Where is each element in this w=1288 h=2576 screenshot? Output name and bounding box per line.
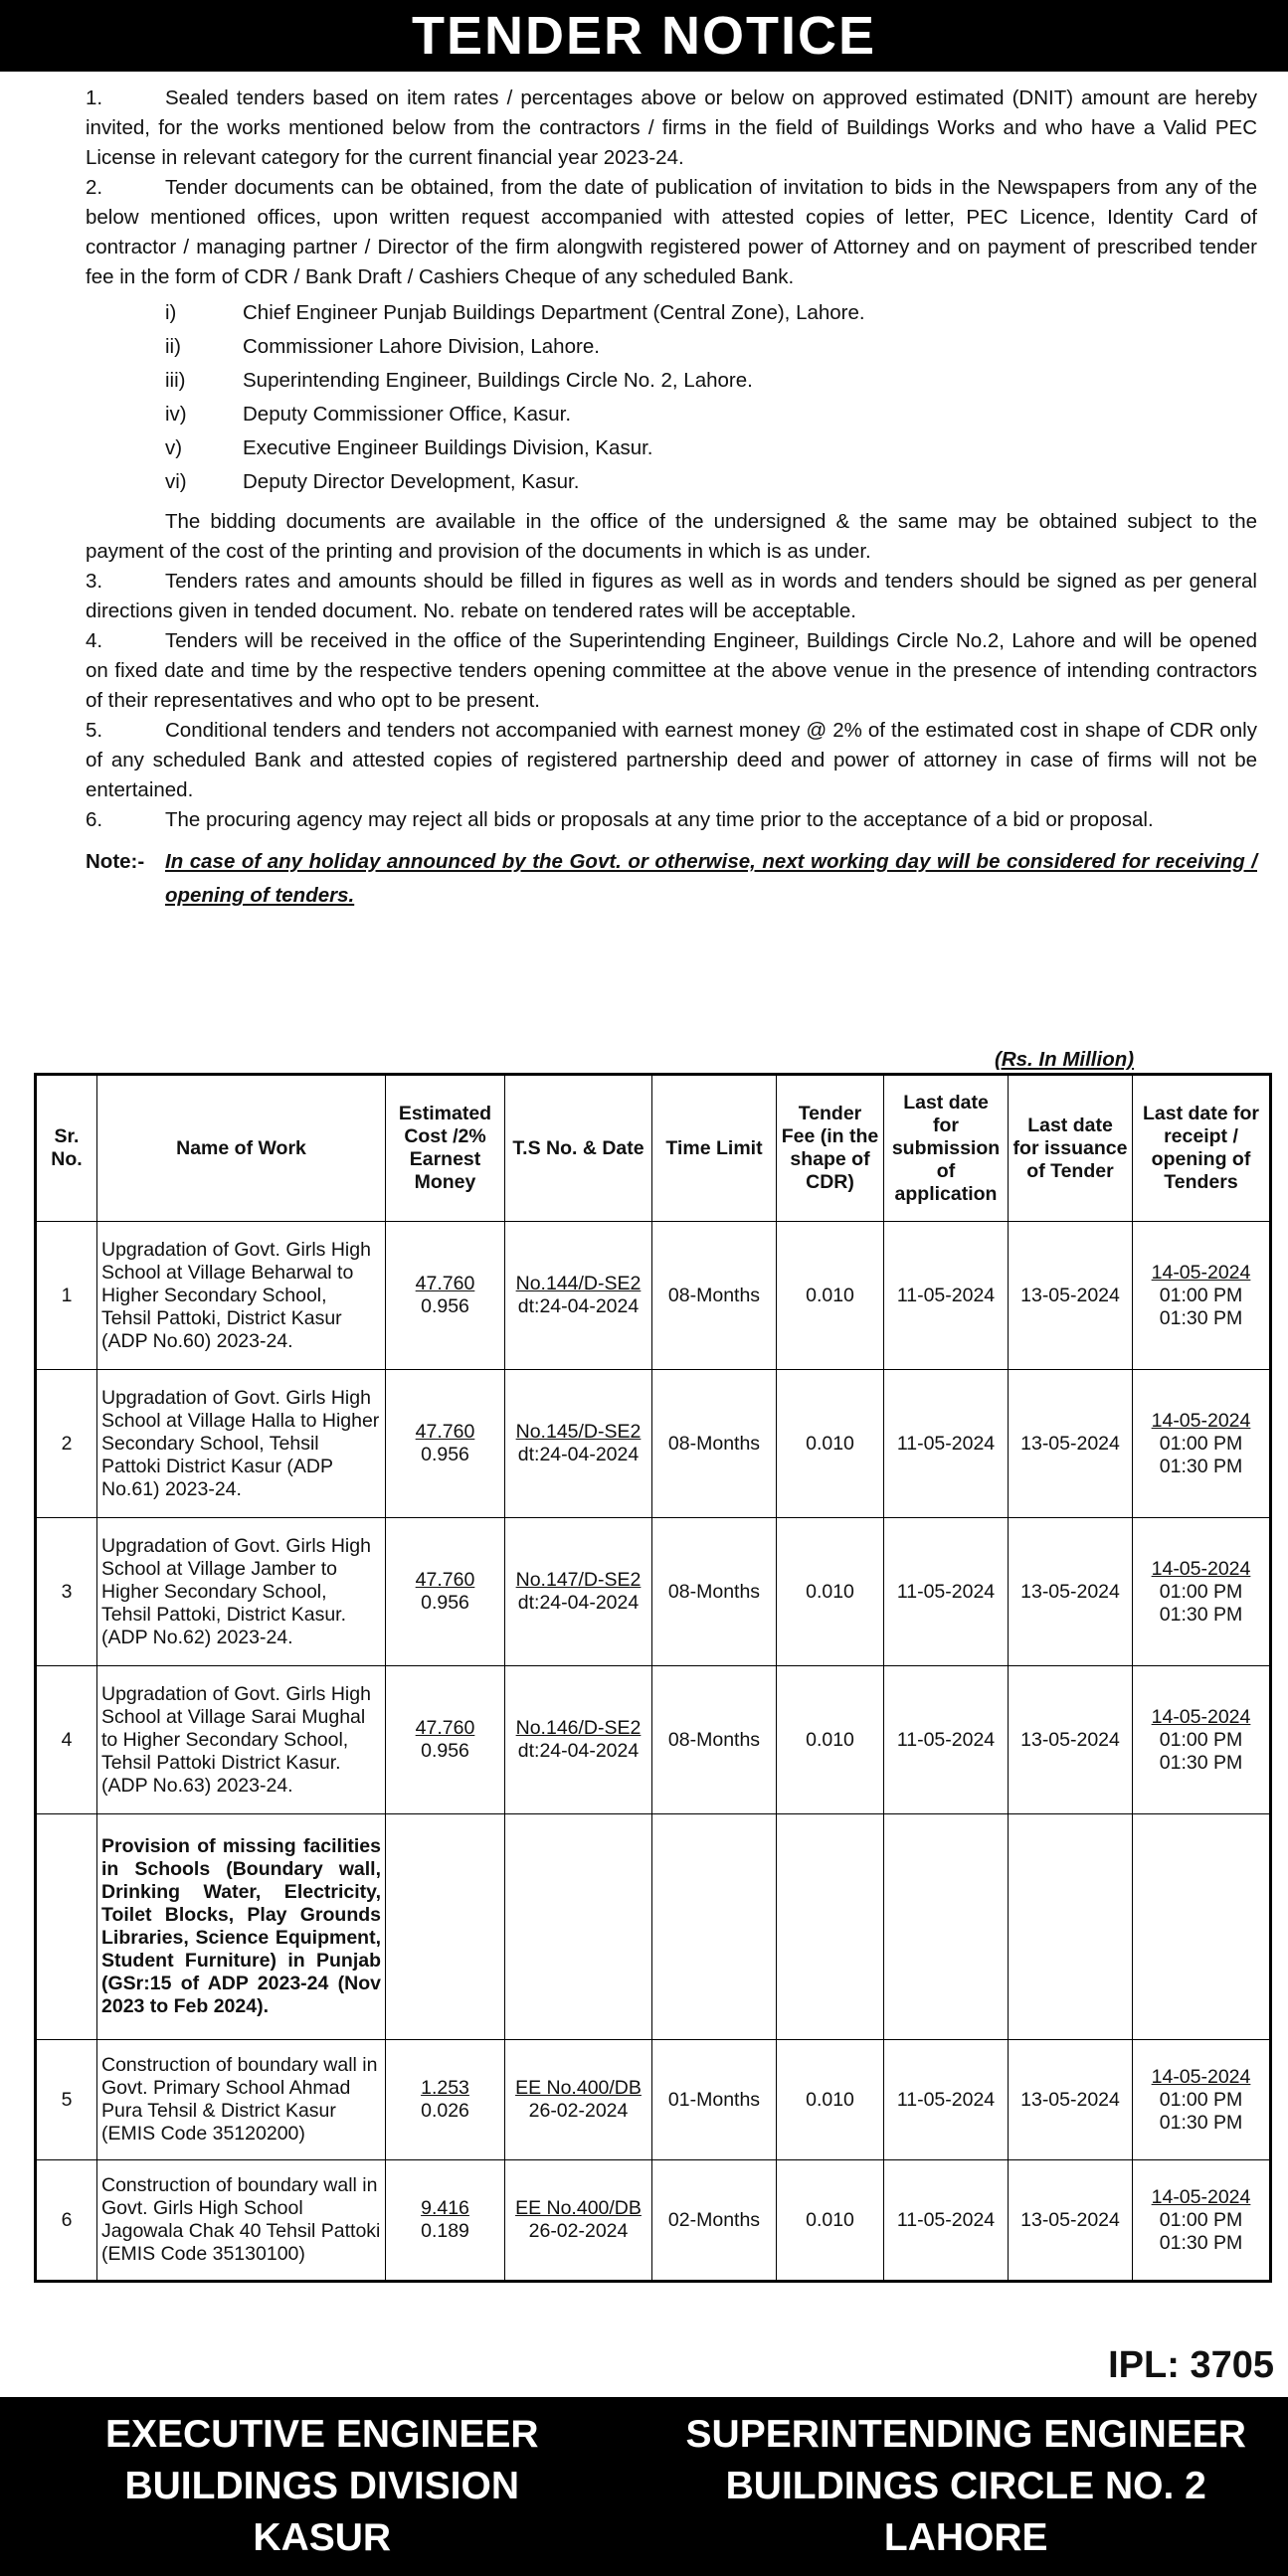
paragraph-2 — [86, 173, 1257, 292]
table-header-row — [36, 1075, 1271, 1222]
paragraph-text: Tender documents can be obtained, from the date of publication of invitation to bids in the Newspapers from any of the below mentioned offices, upon written request accompanied with attested copies of letter, PEC Licence, Identity Card of contractor / managing partner / Director of the firm alongwith registered power of Attorney and on payment of prescribed tender fee in the form of CDR / Bank Draft / Cashiers Cheque of any scheduled Bank. — [86, 176, 1257, 288]
paragraph-4 — [86, 626, 1257, 716]
table-row — [36, 2040, 1271, 2160]
office-number: vi) — [165, 470, 187, 493]
ts-number: No.144/D-SE2 — [515, 1273, 642, 1294]
table-row — [36, 1222, 1271, 1370]
cell-fee: 0.010 — [777, 1518, 884, 1666]
ts-number: EE No.400/DB — [515, 2197, 642, 2219]
office-number: iv) — [165, 403, 187, 426]
ts-date: dt:24-04-2024 — [517, 1444, 640, 1465]
office-name: Deputy Director Development, Kasur. — [243, 470, 580, 493]
office-name: Commissioner Lahore Division, Lahore. — [243, 335, 600, 358]
cell-receipt — [1133, 1222, 1271, 1370]
cell-submission: 11-05-2024 — [884, 1666, 1009, 1814]
paragraph-5 — [86, 716, 1257, 805]
cell-fee: 0.010 — [777, 1222, 884, 1370]
ts-date: dt:24-04-2024 — [517, 1295, 640, 1317]
table-row — [36, 1370, 1271, 1518]
receipt-date: 14-05-2024 — [1151, 2185, 1251, 2208]
note-label: Note:- — [86, 850, 145, 873]
paragraph-2b — [86, 507, 1257, 567]
paragraph-number: 1. — [86, 86, 103, 109]
office-item — [165, 398, 1257, 431]
cell-issuance: 13-05-2024 — [1009, 1666, 1133, 1814]
cell-empty — [36, 1814, 97, 2040]
cell-receipt — [1133, 1666, 1271, 1814]
office-item — [165, 364, 1257, 398]
cost-value: 47.760 — [415, 1273, 475, 1294]
footer-right-signatory — [644, 2397, 1288, 2576]
receipt-date: 14-05-2024 — [1151, 2065, 1251, 2088]
cell-work: Construction of boundary wall in Govt. Girls High School Jagowala Chak 40 Tehsil Pattoki (EMIS Code 35130100) — [97, 2160, 386, 2282]
office-name: Executive Engineer Buildings Division, Kasur. — [243, 436, 653, 459]
cell-ts — [505, 1222, 652, 1370]
header-receipt: Last date for receipt / opening of Tenders — [1133, 1075, 1271, 1222]
office-number: v) — [165, 436, 183, 459]
header-work: Name of Work — [97, 1075, 386, 1222]
earnest-value: 0.189 — [421, 2220, 469, 2242]
cell-work: Upgradation of Govt. Girls High School at Village Jamber to Higher Secondary School, Tehsil Pattoki, District Kasur. (ADP No.62) 2023-24. — [97, 1518, 386, 1666]
cell-empty — [1133, 1814, 1271, 2040]
cell-sr: 1 — [36, 1222, 97, 1370]
cell-issuance: 13-05-2024 — [1009, 1222, 1133, 1370]
earnest-value: 0.956 — [421, 1740, 469, 1762]
receipt-time: 01:00 PM — [1159, 2208, 1243, 2231]
cell-ts — [505, 1666, 652, 1814]
cell-time: 08-Months — [652, 1222, 777, 1370]
cell-cost — [386, 2040, 505, 2160]
cell-work: Upgradation of Govt. Girls High School at Village Sarai Mughal to Higher Secondary School, Tehsil Pattoki District Kasur. (ADP No.63) 2023-24. — [97, 1666, 386, 1814]
cell-sr: 2 — [36, 1370, 97, 1518]
holiday-note — [86, 845, 1257, 913]
header-issuance: Last date for issuance of Tender — [1009, 1075, 1133, 1222]
header-ts: T.S No. & Date — [505, 1075, 652, 1222]
header-fee: Tender Fee (in the shape of CDR) — [777, 1075, 884, 1222]
earnest-value: 0.026 — [421, 2100, 469, 2122]
cell-receipt — [1133, 2040, 1271, 2160]
paragraph-text: Tenders will be received in the office of the Superintending Engineer, Buildings Circle No.2, Lahore and will be opened on fixed date and time by the respective tenders opening committee at the above venue in the presence of intending contractors of their representatives and who opt to be present. — [86, 629, 1257, 712]
office-item — [165, 465, 1257, 499]
earnest-value: 0.956 — [421, 1444, 469, 1465]
cell-fee: 0.010 — [777, 2160, 884, 2282]
cell-issuance: 13-05-2024 — [1009, 1370, 1133, 1518]
ts-number: No.147/D-SE2 — [515, 1569, 642, 1591]
cell-cost — [386, 2160, 505, 2282]
header-sr: Sr. No. — [36, 1075, 97, 1222]
footer-left-signatory — [0, 2397, 644, 2576]
office-number: i) — [165, 301, 177, 324]
cell-work: Upgradation of Govt. Girls High School at Village Halla to Higher Secondary School, Tehsil Pattoki District Kasur (ADP No.61) 2023-24. — [97, 1370, 386, 1518]
signatory-line: BUILDINGS DIVISION — [124, 2465, 520, 2507]
opening-time: 01:30 PM — [1159, 1306, 1243, 1329]
office-number: ii) — [165, 335, 181, 358]
ts-date: dt:24-04-2024 — [517, 1740, 640, 1762]
cell-ts — [505, 2160, 652, 2282]
cell-empty — [505, 1814, 652, 2040]
note-text: In case of any holiday announced by the Govt. or otherwise, next working day will be considered for receiving / opening of tenders. — [165, 850, 1257, 907]
section-heading-row — [36, 1814, 1271, 2040]
office-item — [165, 431, 1257, 465]
cell-receipt — [1133, 2160, 1271, 2282]
cell-time: 01-Months — [652, 2040, 777, 2160]
section-heading: Provision of missing facilities in Schools (Boundary wall, Drinking Water, Electricity, Toilet Blocks, Play Grounds Libraries, Science Equipment, Student Furniture) in Punjab (GSr:15 of ADP 2023-24 (Nov 2023 to Feb 2024). — [97, 1814, 386, 2040]
cell-issuance: 13-05-2024 — [1009, 2040, 1133, 2160]
cell-empty — [884, 1814, 1009, 2040]
opening-time: 01:30 PM — [1159, 1603, 1243, 1626]
cell-submission: 11-05-2024 — [884, 2040, 1009, 2160]
cell-time: 08-Months — [652, 1666, 777, 1814]
receipt-date: 14-05-2024 — [1151, 1705, 1251, 1728]
cell-time: 02-Months — [652, 2160, 777, 2282]
paragraph-number: 6. — [86, 808, 103, 831]
receipt-time: 01:00 PM — [1159, 1580, 1243, 1603]
cell-work: Construction of boundary wall in Govt. Primary School Ahmad Pura Tehsil & District Kasur (EMIS Code 35120200) — [97, 2040, 386, 2160]
receipt-date: 14-05-2024 — [1151, 1557, 1251, 1580]
opening-time: 01:30 PM — [1159, 1455, 1243, 1477]
paragraph-6 — [86, 805, 1257, 835]
signatory-line: KASUR — [253, 2516, 392, 2559]
cell-sr: 5 — [36, 2040, 97, 2160]
signatory-line: EXECUTIVE ENGINEER — [104, 2413, 539, 2456]
office-number: iii) — [165, 369, 186, 392]
cell-cost — [386, 1370, 505, 1518]
signatory-line: SUPERINTENDING ENGINEER — [685, 2413, 1246, 2456]
paragraph-text: Sealed tenders based on item rates / percentages above or below on approved estimated (DNIT) amount are hereby invited, for the works mentioned below from the contractors / firms in the field of Buildings Works and who have a Valid PEC License in relevant category for the current financial year 2023-24. — [86, 86, 1257, 169]
table-row — [36, 2160, 1271, 2282]
header-cost: Estimated Cost /2% Earnest Money — [386, 1075, 505, 1222]
paragraph-number: 4. — [86, 629, 103, 652]
cell-issuance: 13-05-2024 — [1009, 1518, 1133, 1666]
receipt-date: 14-05-2024 — [1151, 1409, 1251, 1432]
office-name: Chief Engineer Punjab Buildings Department (Central Zone), Lahore. — [243, 301, 865, 324]
cell-cost — [386, 1666, 505, 1814]
cell-sr: 3 — [36, 1518, 97, 1666]
cost-value: 1.253 — [421, 2077, 469, 2099]
cell-fee: 0.010 — [777, 1370, 884, 1518]
unit-label: (Rs. In Million) — [995, 1048, 1135, 1071]
ts-number: EE No.400/DB — [515, 2077, 642, 2099]
cell-issuance: 13-05-2024 — [1009, 2160, 1133, 2282]
signatory-line: BUILDINGS CIRCLE NO. 2 — [725, 2465, 1206, 2507]
cell-empty — [386, 1814, 505, 2040]
header-time: Time Limit — [652, 1075, 777, 1222]
paragraph-3 — [86, 567, 1257, 626]
paragraph-number: 2. — [86, 176, 103, 199]
cell-submission: 11-05-2024 — [884, 1518, 1009, 1666]
cost-value: 47.760 — [415, 1717, 475, 1739]
paragraph-text: Conditional tenders and tenders not accompanied with earnest money @ 2% of the estimated cost in shape of CDR only of any scheduled Bank and attested copies of registered partnership deed and power of attorney in case of firms will not be entertained. — [86, 719, 1257, 801]
cost-value: 47.760 — [415, 1421, 475, 1443]
ts-number: No.146/D-SE2 — [515, 1717, 642, 1739]
table-row — [36, 1518, 1271, 1666]
office-name: Deputy Commissioner Office, Kasur. — [243, 403, 572, 426]
receipt-time: 01:00 PM — [1159, 1728, 1243, 1751]
receipt-time: 01:00 PM — [1159, 1284, 1243, 1306]
office-list — [165, 296, 1257, 499]
cell-empty — [652, 1814, 777, 2040]
paragraph-text: The bidding documents are available in the office of the undersigned & the same may be obtained subject to the payment of the cost of the printing and provision of the documents in which is as under. — [86, 510, 1257, 563]
cell-receipt — [1133, 1518, 1271, 1666]
ts-date: 26-02-2024 — [528, 2100, 629, 2122]
cost-value: 47.760 — [415, 1569, 475, 1591]
signatory-line: LAHORE — [883, 2516, 1048, 2559]
cell-empty — [1009, 1814, 1133, 2040]
cell-sr: 6 — [36, 2160, 97, 2282]
cell-empty — [777, 1814, 884, 2040]
cost-value: 9.416 — [421, 2197, 469, 2219]
header-submission: Last date for submission of application — [884, 1075, 1009, 1222]
opening-time: 01:30 PM — [1159, 2111, 1243, 2134]
receipt-time: 01:00 PM — [1159, 2088, 1243, 2111]
paragraph-number: 5. — [86, 719, 103, 742]
earnest-value: 0.956 — [421, 1295, 469, 1317]
tender-table — [34, 1073, 1272, 2283]
opening-time: 01:30 PM — [1159, 2231, 1243, 2254]
receipt-time: 01:00 PM — [1159, 1432, 1243, 1455]
notice-title: TENDER NOTICE — [0, 0, 1288, 72]
ts-date: 26-02-2024 — [528, 2220, 629, 2242]
signature-footer — [0, 2397, 1288, 2576]
cell-cost — [386, 1518, 505, 1666]
cell-cost — [386, 1222, 505, 1370]
opening-time: 01:30 PM — [1159, 1751, 1243, 1774]
paragraph-number: 3. — [86, 570, 103, 593]
cell-submission: 11-05-2024 — [884, 1222, 1009, 1370]
receipt-date: 14-05-2024 — [1151, 1261, 1251, 1284]
cell-submission: 11-05-2024 — [884, 1370, 1009, 1518]
cell-fee: 0.010 — [777, 2040, 884, 2160]
ts-date: dt:24-04-2024 — [517, 1592, 640, 1614]
office-item — [165, 296, 1257, 330]
paragraph-text: Tenders rates and amounts should be filled in figures as well as in words and tenders should be signed as per general directions given in tended document. No. rebate on tendered rates will be acceptable. — [86, 570, 1257, 622]
cell-ts — [505, 1370, 652, 1518]
cell-receipt — [1133, 1370, 1271, 1518]
cell-time: 08-Months — [652, 1370, 777, 1518]
cell-sr: 4 — [36, 1666, 97, 1814]
cell-ts — [505, 1518, 652, 1666]
cell-fee: 0.010 — [777, 1666, 884, 1814]
ipl-number: IPL: 3705 — [1108, 2344, 1274, 2386]
earnest-value: 0.956 — [421, 1592, 469, 1614]
office-name: Superintending Engineer, Buildings Circle No. 2, Lahore. — [243, 369, 753, 392]
cell-ts — [505, 2040, 652, 2160]
notice-body — [86, 84, 1257, 913]
table-row — [36, 1666, 1271, 1814]
cell-work: Upgradation of Govt. Girls High School at Village Beharwal to Higher Secondary School, Tehsil Pattoki, District Kasur (ADP No.60) 2023-24. — [97, 1222, 386, 1370]
paragraph-1 — [86, 84, 1257, 173]
office-item — [165, 330, 1257, 364]
paragraph-text: The procuring agency may reject all bids or proposals at any time prior to the acceptance of a bid or proposal. — [165, 808, 1154, 831]
cell-submission: 11-05-2024 — [884, 2160, 1009, 2282]
ts-number: No.145/D-SE2 — [515, 1421, 642, 1443]
cell-time: 08-Months — [652, 1518, 777, 1666]
